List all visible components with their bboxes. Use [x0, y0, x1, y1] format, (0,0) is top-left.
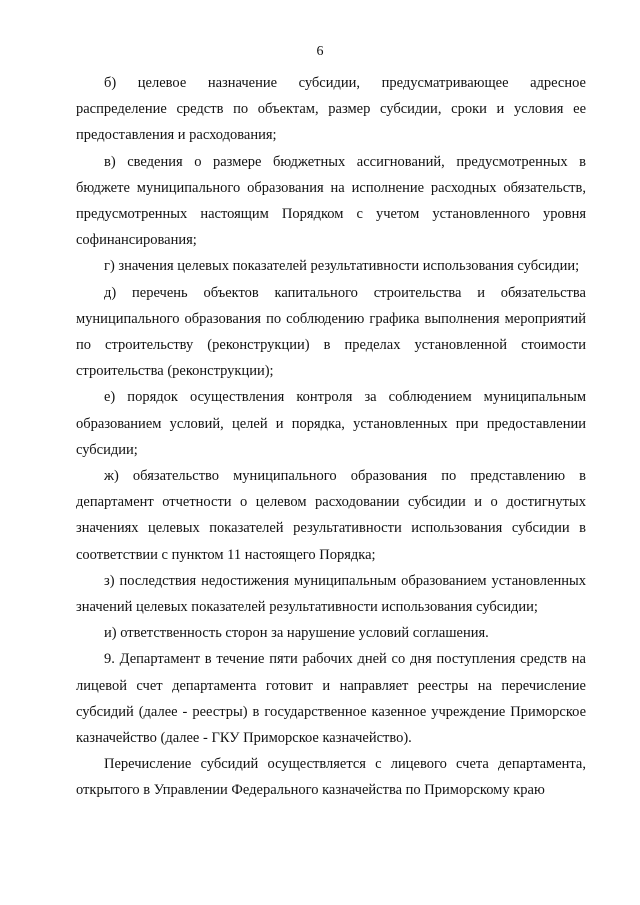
page-number: 6: [316, 44, 324, 59]
paragraph-v: в) сведения о размере бюджетных ассигнований, предусмотренных в бюджете муниципального образования на исполнение расходных обязательств, предусмотренных настоящим Порядком с учетом установленного уровня софинансирования;: [76, 153, 586, 249]
paragraph-d: д) перечень объектов капитального строительства и обязательства муниципального образования по соблюдению графика выполнения мероприятий по строительству (реконструкции) в пределах установленной стоимости строительства (реконструкции);: [76, 284, 586, 380]
paragraph-e: е) порядок осуществления контроля за соблюдением муниципальным образованием условий, целей и порядка, установленных при предоставлении субсидии;: [76, 389, 586, 458]
paragraph-b: б) целевое назначение субсидии, предусматривающее адресное распределение средств по объектам, размер субсидии, сроки и условия ее предоставления и расходования;: [76, 75, 586, 144]
paragraph-z: з) последствия недостижения муниципальным образованием установленных значений целевых показателей результативности использования субсидии;: [76, 572, 586, 616]
paragraph-transfer: Перечисление субсидий осуществляется с лицевого счета департамента, открытого в Управлении Федерального казначейства по Приморскому краю: [76, 756, 586, 799]
paragraph-zh: ж) обязательство муниципального образования по представлению в департамент отчетности о целевом расходовании субсидии и о достигнутых значениях целевых показателей результативности использования субсидии в соответствии с пунктом 11 настоящего Порядка;: [76, 468, 586, 563]
document-body: [76, 70, 586, 804]
paragraph-g: г) значения целевых показателей результативности использования субсидии;: [104, 258, 580, 275]
paragraph-i: и) ответственность сторон за нарушение условий соглашения.: [104, 625, 489, 642]
paragraph-item-9: 9. Департамент в течение пяти рабочих дней со дня поступления средств на лицевой счет департамента готовит и направляет реестры на перечисление субсидий (далее - реестры) в государственное казенное учреждение Приморское казначейство (далее - ГКУ Приморское казначейство).: [76, 651, 586, 747]
